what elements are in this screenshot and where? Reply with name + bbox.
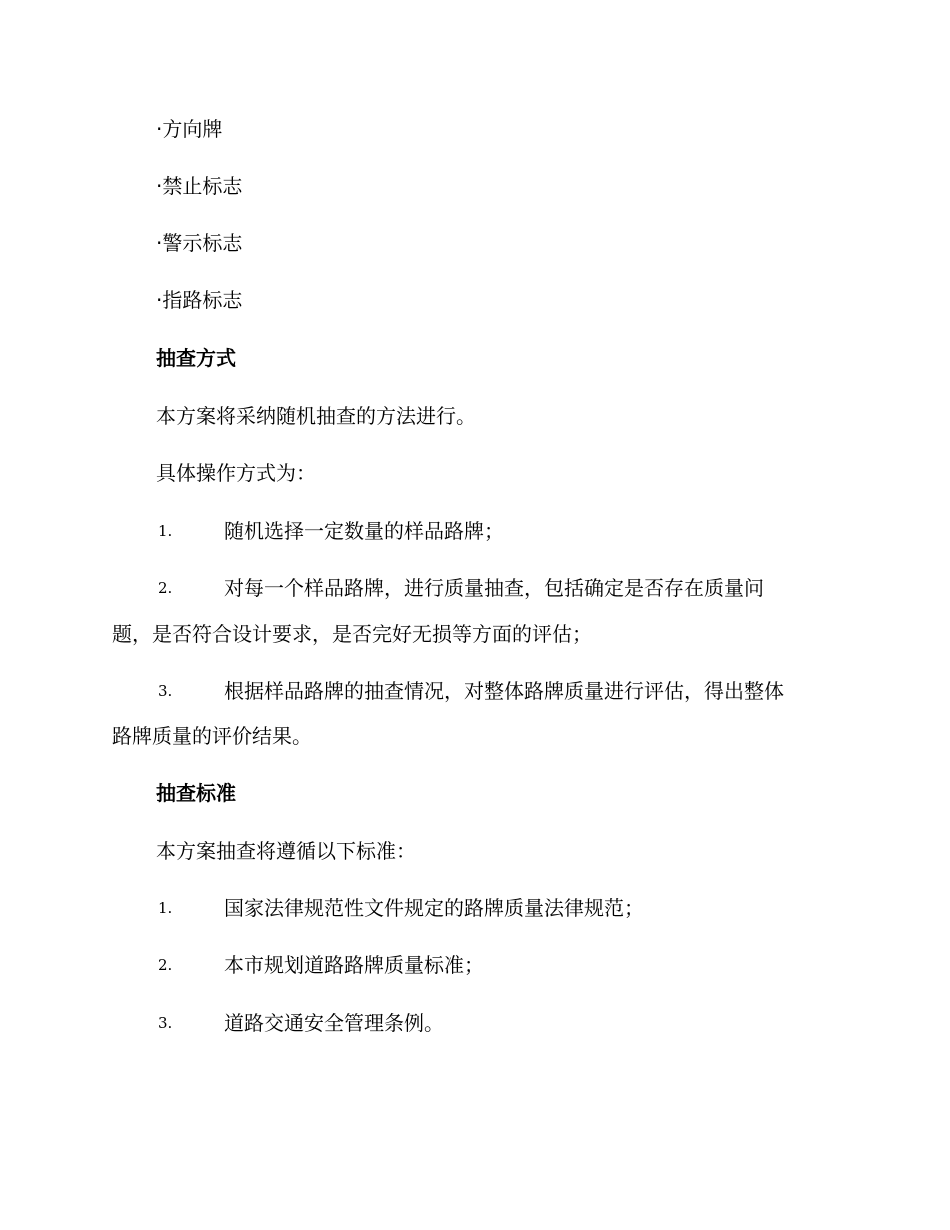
bullet-text: 禁止标志 — [162, 174, 243, 198]
list-item-text: 本市规划道路路牌质量标准； — [224, 953, 484, 977]
section-heading: 抽查标准 — [156, 781, 236, 805]
bullet-marker: · — [156, 174, 163, 198]
bullet-item — [156, 229, 242, 257]
list-number: 3. — [158, 682, 173, 700]
list-item-text: 随机选择一定数量的样品路牌； — [224, 519, 504, 543]
list-item-continuation: 路牌质量的评价结果。 — [112, 724, 312, 748]
bullet-text: 警示标志 — [162, 231, 243, 255]
list-item-continuation: 题，是否符合设计要求，是否完好无损等方面的评估； — [112, 622, 592, 646]
bullet-text: 方向牌 — [162, 117, 223, 141]
bullet-item — [156, 286, 242, 314]
bullet-marker: · — [156, 288, 163, 312]
list-number: 1. — [158, 899, 173, 917]
paragraph: 本方案将采纳随机抽查的方法进行。 — [156, 404, 476, 428]
list-number: 1. — [158, 522, 173, 540]
paragraph: 本方案抽查将遵循以下标准： — [156, 839, 416, 863]
bullet-marker: · — [156, 231, 163, 255]
list-item-text: 根据样品路牌的抽查情况，对整体路牌质量进行评估，得出整体 — [224, 679, 784, 703]
list-item-text: 国家法律规范性文件规定的路牌质量法律规范； — [224, 896, 644, 920]
section-heading: 抽查方式 — [156, 346, 236, 370]
list-number: 2. — [158, 579, 173, 597]
bullet-text: 指路标志 — [162, 288, 243, 312]
bullet-item — [156, 172, 242, 200]
bullet-marker: · — [156, 117, 163, 141]
list-item-text: 道路交通安全管理条例。 — [224, 1011, 444, 1035]
bullet-item — [156, 115, 222, 143]
list-number: 3. — [158, 1014, 173, 1032]
list-item-text: 对每一个样品路牌，进行质量抽查，包括确定是否存在质量问 — [224, 576, 764, 600]
paragraph: 具体操作方式为： — [156, 461, 316, 485]
list-number: 2. — [158, 956, 173, 974]
